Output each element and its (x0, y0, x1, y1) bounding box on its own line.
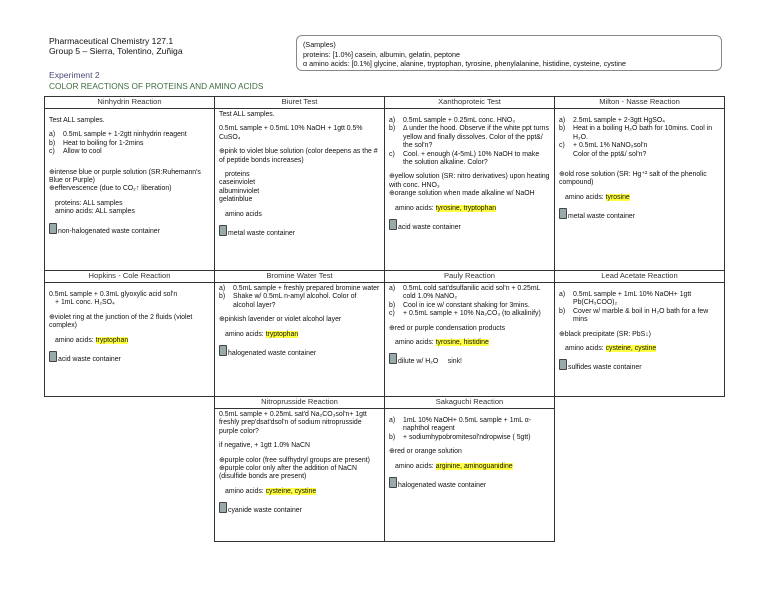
biuret-title: Biuret Test (215, 97, 384, 109)
waste-container-icon (219, 502, 227, 513)
ninhydrin-waste: non-halogenated waste container (58, 227, 160, 235)
waste-container-icon (389, 219, 397, 230)
pauly-result-1: ⊕red or purple condensation products (389, 324, 506, 332)
bromine-water-title: Bromine Water Test (215, 271, 384, 283)
milton-step-b: Heat in a boiling H₂O bath for 10mins. Cool in H₂O. (573, 125, 713, 141)
xantho-step-a: 0.5mL sample + 0.25mL conc. HNO₃ (403, 117, 516, 124)
waste-container-icon (389, 477, 397, 488)
bromine-amino-label: amino acids: (225, 330, 264, 338)
bromine-step-a: 0.5mL sample + freshly prepared bromine water (233, 285, 380, 292)
waste-container-icon (559, 208, 567, 219)
lead-waste: sulfides waste container (568, 364, 642, 372)
nitro-amino-label: amino acids: (225, 487, 264, 495)
ninhydrin-step-b: Heat to boiling for 1-2mins (63, 139, 144, 147)
waste-container-icon (219, 345, 227, 356)
ninhydrin-step-a: 0.5mL sample + 1-2gtt ninhydrin reagent (63, 131, 187, 139)
nitro-result-2: ⊕purple color only after the addition of NaCN (disulfide bonds are present) (219, 465, 357, 481)
sakaguchi-waste: halogenated waste container (398, 482, 487, 490)
pauly-waste: dilute w/ H₂O sink! (398, 358, 462, 366)
sakaguchi-title: Sakaguchi Reaction (385, 397, 554, 409)
sakaguchi-amino-label: amino acids: (395, 462, 434, 470)
milton-step-c2: Color of the ppt&/ sol'n? (573, 150, 647, 158)
pauly-step-a: 0.5mL cold sat'dsulfanilic acid sol'n + 0.25mL cold 1.0% NaNO₂ (403, 285, 541, 301)
ninhydrin-proteins: proteins: ALL samples (55, 199, 123, 207)
nitroprusside-cell (214, 396, 385, 542)
samples-box (296, 35, 722, 71)
sakaguchi-result-1: ⊕red or orange solution (389, 448, 462, 456)
hopkins-cole-cell (44, 270, 215, 397)
ninhydrin-result-2: ⊕effervescence (due to CO₂↑ liberation) (49, 185, 172, 193)
xanthoproteic-cell: Xanthoproteic Test a) 0.5mL sample + 0.25mL conc. HNO₃ b) Δ under the hood. Observe if the white ppt turns yellow and finally dissolves. Color of the ppt&/ the sol'n? c) Cool. + enough (4-5mL) 10% NaOH to make the solution alkaline. Color? ⊕yellow solution (SR: nitro derivatives) upon heating with conc. HNO₃ ⊕orange solution when made alkaline w/ NaOH amino acids: tyrosine, tryptophan acid waste container (384, 96, 555, 271)
waste-container-icon (559, 359, 567, 370)
nitroprusside-title: Nitroprusside Reaction (215, 397, 384, 409)
nitro-step-1: 0.5mL sample + 0.25mL sat'd Na₂CO₃sol'n+ 1gtt freshly prep'dsat'dsol'n of sodium nitroprusside purple color? (219, 411, 367, 435)
bromine-waste: halogenated waste container (228, 350, 317, 358)
experiment-label: Experiment 2 (49, 70, 100, 80)
biuret-casein: caseinviolet (219, 179, 256, 187)
ninhydrin-note: Test ALL samples. (49, 117, 105, 124)
sakaguchi-step-b: + sodiumhypobromitesol'ndropwise ( 5gtt) (403, 433, 531, 441)
bromine-result-1: ⊕pinkish lavender or violet alcohol layer (219, 316, 342, 324)
milton-waste: metal waste container (568, 213, 636, 221)
biuret-gelatin: gelatinblue (219, 196, 253, 204)
lead-result-1: ⊕black precipitate (SR: PbS↓) (559, 330, 651, 338)
ninhydrin-title: Ninhydrin Reaction (45, 97, 214, 109)
nitro-waste: cyanide waste container (228, 507, 302, 515)
lead-acetate-cell: Lead Acetate Reaction a) 0.5mL sample + 1mL 10% NaOH+ 1gtt Pb(CH₃COO)₂ b) Cover w/ marble & boil in H₂O bath for a few mins ⊕black precipitate (SR: PbS↓) amino acids: cysteine, cystine sulfides waste container (554, 270, 725, 397)
sakaguchi-amino-acids: arginine, aminoguanidine (435, 462, 513, 470)
ninhydrin-result-1: ⊕intense blue or purple solution (SR:Ruhemann's Blue or Purple) (49, 168, 201, 185)
waste-container-icon (49, 223, 57, 234)
milton-nasse-title: Milton - Nasse Reaction (555, 97, 724, 109)
biuret-result-1: ⊕pink to violet blue solution (color deepens as the # of peptide bonds increases) (219, 148, 378, 164)
hopkins-amino-label: amino acids: (55, 336, 94, 344)
milton-result-1: ⊕old rose solution (SR: Hg⁺² salt of the phenolic compound) (559, 171, 707, 187)
xantho-step-c: Cool. + enough (4-5mL) 10% NaOH to make the solution alkaline. Color? (403, 150, 540, 167)
nitro-result-1: ⊕purple color (free sulfhydryl groups are present) (219, 456, 370, 464)
pauly-step-b: Cool in ice w/ constant shaking for 3mins. (403, 301, 530, 309)
xantho-result-2: ⊕orange solution when made alkaline w/ NaOH (389, 190, 535, 198)
lead-step-b: Cover w/ marble & boil in H₂O bath for a few mins (573, 307, 709, 324)
hopkins-cole-title: Hopkins - Cole Reaction (45, 271, 214, 283)
milton-amino-label: amino acids: (565, 193, 604, 201)
milton-step-a: 2.5mL sample + 2-3gtt HgSO₄ (573, 117, 665, 124)
biuret-step: 0.5mL sample + 0.5mL 10% NaOH + 1gtt 0.5% CuSO₄ (219, 125, 363, 141)
lead-amino-label: amino acids: (565, 345, 604, 353)
bromine-water-cell: Bromine Water Test a) 0.5mL sample + freshly prepared bromine water b) Shake w/ 0.5mL n-amyl alcohol. Color of alcohol layer? ⊕pinkish lavender or violet alcohol layer amino acids: tryptophan halogenated waste container (214, 270, 385, 397)
hopkins-step-1: 0.5mL sample + 0.3mL glyoxylic acid sol'n (49, 291, 178, 298)
biuret-note: Test ALL samples. (219, 111, 275, 118)
lead-step-a: 0.5mL sample + 1mL 10% NaOH+ 1gtt Pb(CH₃COO)₂ (573, 291, 692, 307)
biuret-albumin: albuminviolet (219, 187, 260, 195)
pauly-cell: Pauly Reaction a) 0.5mL cold sat'dsulfanilic acid sol'n + 0.25mL cold 1.0% NaNO₂ b) Cool in ice w/ constant shaking for 3mins. c) + 0.5mL sample + 10% Na₂CO₃ (to alkalinify) ⊕red or purple condensation products amino acids: tyrosine, histidine dilute w/ H₂O sink! (384, 270, 555, 397)
lead-acetate-title: Lead Acetate Reaction (555, 271, 724, 283)
sakaguchi-step-a: 1mL 10% NaOH+ 0.5mL sample + 1mL α-naphthol reagent (403, 417, 532, 433)
milton-step-c: + 0.5mL 1% NaNO₂sol'n (573, 142, 648, 150)
group-members: Group 5 – Sierra, Tolentino, Zuñiga (49, 46, 183, 56)
biuret-amino-acids: amino acids (225, 210, 262, 218)
pauly-amino-label: amino acids: (395, 339, 434, 347)
pauly-step-c: + 0.5mL sample + 10% Na₂CO₃ (to alkalinify) (403, 310, 541, 318)
course-title: Pharmaceutical Chemistry 127.1 (49, 36, 174, 46)
xantho-amino-acids: tyrosine, tryptophan (435, 204, 497, 212)
bromine-amino-acids: tryptophan (265, 330, 299, 338)
hopkins-waste: acid waste container (58, 356, 121, 364)
pauly-title: Pauly Reaction (385, 271, 554, 283)
nitro-step-2: if negative, + 1gtt 1.0% NaCN (219, 442, 310, 450)
xanthoproteic-title: Xanthoproteic Test (385, 97, 554, 109)
ninhydrin-step-c: Allow to cool (63, 148, 102, 156)
lead-amino-acids: cysteine, cystine (605, 345, 657, 353)
biuret-waste: metal waste container (228, 230, 296, 238)
samples-proteins: proteins: [1.0%] casein, albumin, gelatin, peptone (303, 49, 461, 59)
experiment-subtitle: COLOR REACTIONS OF PROTEINS AND AMINO ACIDS (49, 81, 264, 91)
nitro-amino-acids: cysteine, cystine (265, 487, 317, 495)
waste-container-icon (49, 351, 57, 362)
sakaguchi-cell: Sakaguchi Reaction a) 1mL 10% NaOH+ 0.5mL sample + 1mL α-naphthol reagent b) + sodiumhypobromitesol'ndropwise ( 5gtt) ⊕red or orange solution amino acids: arginine, aminoguanidine halogenated waste container (384, 396, 555, 542)
ninhydrin-cell: Ninhydrin Reaction Test ALL samples. a) 0.5mL sample + 1-2gtt ninhydrin reagent b) Heat to boiling for 1-2mins c) Allow to cool ⊕intense blue or purple solution (SR:Ruhemann's Blue or Purple) ⊕effervescence (due to CO₂↑ liberation) proteins: ALL samples amino acids: ALL samples non-halogenated waste container (44, 96, 215, 271)
xantho-amino-label: amino acids: (395, 204, 434, 212)
pauly-amino-acids: tyrosine, histidine (435, 339, 489, 347)
xantho-result-1: ⊕yellow solution (SR: nitro derivatives) upon heating with conc. HNO₃ (389, 173, 550, 189)
xantho-waste: acid waste container (398, 224, 461, 232)
milton-nasse-cell: Milton - Nasse Reaction a) 2.5mL sample + 2-3gtt HgSO₄ b) Heat in a boiling H₂O bath for 10mins. Cool in H₂O. c) + 0.5mL 1% NaNO₂sol'n Color of the ppt&/ sol'n? ⊕old rose solution (SR: Hg⁺² salt of the phenolic compound) amino acids: tyrosine metal waste container (554, 96, 725, 271)
waste-container-icon (389, 353, 397, 364)
samples-title: (Samples) (303, 40, 336, 49)
ninhydrin-amino-acids: amino acids: ALL samples (55, 208, 135, 216)
waste-container-icon (219, 225, 227, 236)
biuret-proteins: proteins (225, 171, 250, 179)
hopkins-amino-acids: tryptophan (95, 336, 129, 344)
hopkins-step-2: + 1mL conc. H₂SO₄ (55, 299, 115, 307)
hopkins-result-1: ⊕violet ring at the junction of the 2 fluids (violet complex) (49, 313, 193, 330)
bromine-step-b: Shake w/ 0.5mL n-amyl alcohol. Color of alcohol layer? (233, 293, 357, 309)
xantho-step-b: Δ under the hood. Observe if the white ppt turns yellow and finally dissolves. Color of the ppt&/ the sol'n? (403, 125, 549, 150)
milton-amino-acids: tyrosine (605, 193, 630, 201)
samples-amino-acids: α amino acids: [0.1%] glycine, alanine, tryptophan, tyrosine, phenylalanine, histidine, cysteine, cystine (303, 59, 626, 69)
biuret-cell (214, 96, 385, 271)
